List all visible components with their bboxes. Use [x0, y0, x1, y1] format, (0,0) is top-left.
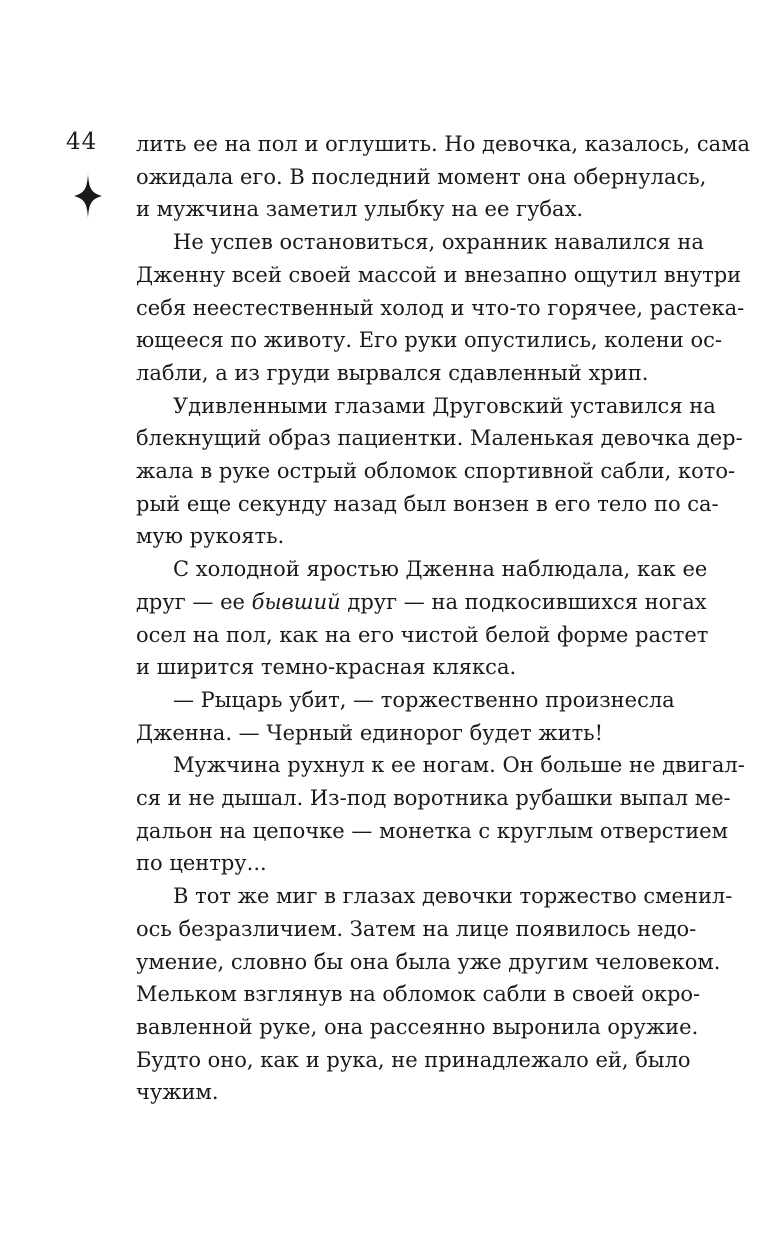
text-line: осел на пол, как на его чистой белой форме растет — [136, 622, 709, 647]
italic-word: бывший — [251, 589, 341, 614]
text-line: Будто оно, как и рука, не принадлежало ей, было — [136, 1047, 691, 1072]
text-line: по центру... — [136, 851, 267, 876]
page-number: 44 — [66, 129, 98, 155]
text-run: друг — на подкосившихся ногах — [340, 589, 707, 614]
paragraph — [136, 390, 743, 554]
text-line: ожидала его. В последний момент она обернулась, — [136, 164, 707, 189]
text-line: и мужчина заметил улыбку на ее губах. — [136, 197, 584, 222]
text-line: ся и не дышал. Из-под воротника рубашки выпал ме- — [136, 786, 731, 811]
body-text — [136, 128, 750, 1109]
paragraph — [136, 128, 750, 226]
paragraph — [136, 880, 733, 1109]
text-line: Мельком взглянув на обломок сабли в своей окро- — [136, 982, 701, 1007]
text-line: дальон на цепочке — монетка с круглым отверстием — [136, 818, 728, 843]
text-line: умение, словно бы она была уже другим человеком. — [136, 949, 721, 974]
text-line: Не успев остановиться, охранник навалился на — [173, 230, 704, 255]
paragraph — [136, 226, 745, 390]
text-line: и ширится темно-красная клякса. — [136, 655, 517, 680]
text-line: Дженну всей своей массой и внезапно ощутил внутри — [136, 262, 742, 287]
text-line: лить ее на пол и оглушить. Но девочка, казалось, сама — [136, 132, 750, 156]
text-line: Мужчина рухнул к ее ногам. Он больше не двигал- — [173, 753, 745, 778]
text-line: рый еще секунду назад был вонзен в его тело по са- — [136, 491, 719, 516]
four-point-star-icon — [74, 174, 102, 218]
text-line: С холодной яростью Дженна наблюдала, как ее — [173, 557, 708, 582]
text-line: ось безразличием. Затем на лице появилось недо- — [136, 916, 697, 941]
text-line: жала в руке острый обломок спортивной сабли, кото- — [136, 459, 736, 484]
text-line: ющееся по животу. Его руки опустились, колени ос- — [136, 328, 722, 353]
text-line: Дженна. — Черный единорог будет жить! — [136, 720, 604, 745]
text-line: Удивленными глазами Друговский уставился на — [173, 393, 716, 418]
paragraph — [136, 749, 745, 880]
text-line: себя неестественный холод и что-то горячее, растека- — [136, 295, 745, 320]
text-line: — Рыцарь убит, — торжественно произнесла — [173, 687, 675, 712]
text-line: В тот же миг в глазах девочки торжество сменил- — [173, 884, 733, 909]
text-run: друг — ее — [136, 589, 252, 614]
paragraph — [136, 553, 709, 684]
text-line: чужим. — [136, 1080, 219, 1105]
text-line: блекнущий образ пациентки. Маленькая девочка дер- — [136, 426, 743, 451]
text-line: лабли, а из груди вырвался сдавленный хрип. — [136, 360, 649, 385]
text-line: мую рукоять. — [136, 524, 285, 549]
paragraph — [136, 684, 675, 749]
text-line-with-italic — [136, 586, 707, 619]
text-line: вавленной руке, она рассеянно выронила оружие. — [136, 1014, 699, 1039]
